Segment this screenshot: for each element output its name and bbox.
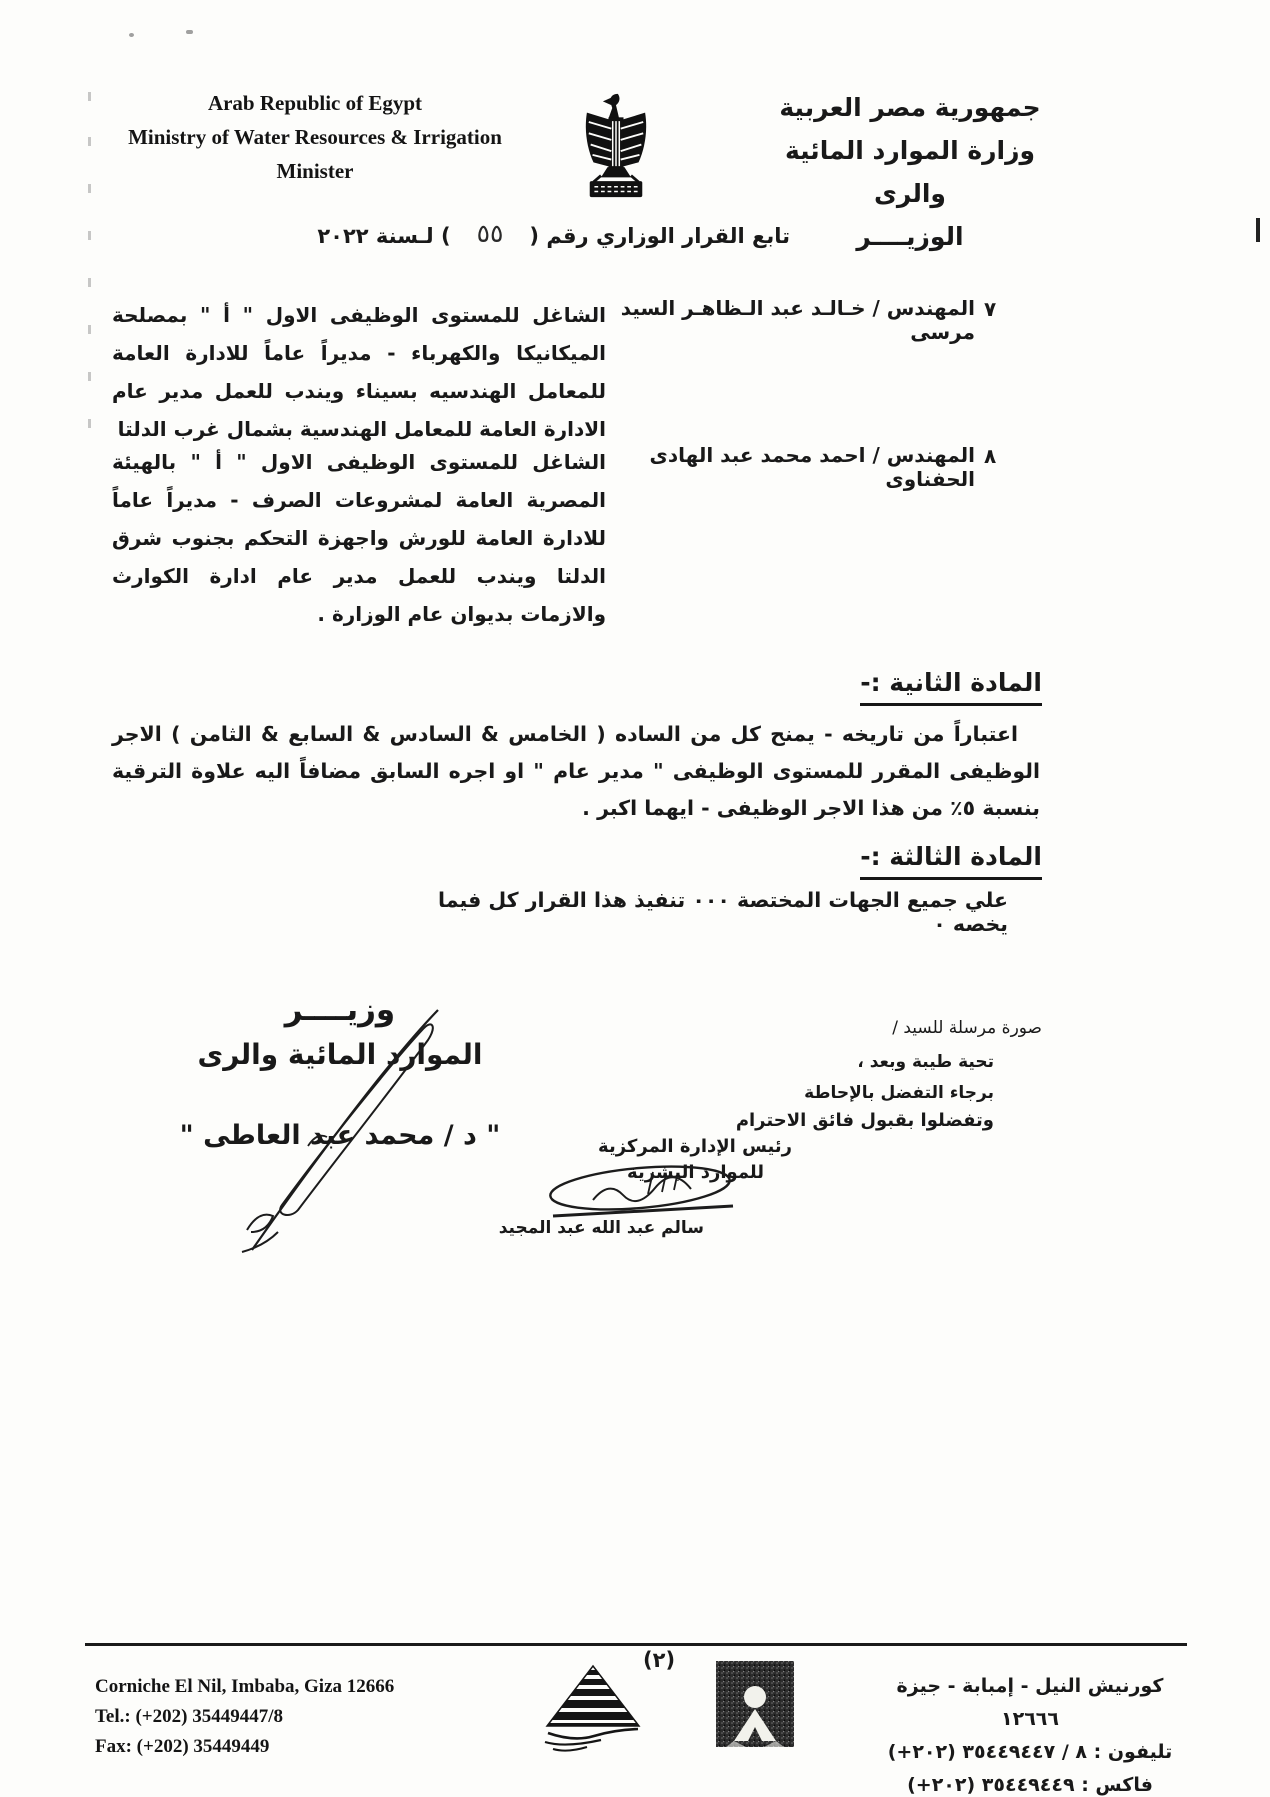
minister-title-line2: الموارد المائية والرى: [197, 1038, 483, 1071]
article-two-heading-wrap: [860, 668, 1042, 706]
article-three-body: علي جميع الجهات المختصة ٠٠٠ تنفيذ هذا القرار كل فيما يخصه ٠: [438, 888, 1008, 936]
scan-speck: [186, 30, 193, 34]
minister-signature-scribble: [212, 998, 472, 1260]
header-arabic-line3: الوزيــــر: [856, 222, 964, 251]
decree-reference-line: [150, 220, 790, 249]
header-english-line1: Arab Republic of Egypt: [207, 91, 423, 115]
scan-edge-mark: [1256, 218, 1260, 242]
ministry-stamp-icon: [716, 1661, 794, 1747]
footer-english-address: [95, 1672, 394, 1762]
cc-signer-name: سالم عبد الله عبد المجيد: [498, 1218, 704, 1238]
header-english: [95, 86, 535, 188]
footer-address-line: Corniche El Nil, Imbaba, Giza 12666: [95, 1676, 395, 1697]
footer-arabic-address-line: كورنيش النيل - إمبابة - جيزة ١٢٦٦٦: [896, 1675, 1164, 1730]
appointment-8-number: ٨: [984, 444, 997, 468]
eagle-of-saladin-icon: [573, 92, 659, 214]
footer-phone-line: Tel.: (+202) 35449447/8: [95, 1706, 283, 1727]
appointment-8-name: المهندس / احمد محمد عبد الهادى الحفناوى: [649, 443, 975, 491]
article-three-heading-wrap: [860, 842, 1042, 880]
article-three-heading: المادة الثالثة :-: [860, 842, 1042, 880]
cc-copy-to: صورة مرسلة للسيد /: [892, 1018, 1042, 1038]
footer-arabic-fax-line: فاكس : ٣٥٤٤٩٤٤٩ (+٢٠٢): [907, 1774, 1153, 1796]
header-arabic-line2: وزارة الموارد المائية والرى: [784, 136, 1036, 208]
cc-closing: وتفضلوا بقبول فائق الاحترام: [735, 1110, 994, 1131]
scan-tick: [88, 92, 91, 101]
footer-arabic-address: [875, 1670, 1185, 1797]
appointment-7-description: الشاغل للمستوى الوظيفى الاول " أ " بمصلحة الميكانيكا والكهرباء - مديراً عاماً للادارة العامة للمعامل الهندسيه بسيناء ويندب للعمل مدير عام الادارة العامة للمعامل الهندسية بشمال غرب الدلتا: [112, 303, 606, 441]
header-arabic: [760, 86, 1060, 258]
article-two-heading: المادة الثانية :-: [860, 668, 1042, 706]
cc-signer-title-line2: للموارد البشرية: [627, 1162, 764, 1183]
decree-text-after: ) لـسنة ٢٠٢٢: [317, 224, 451, 248]
decree-text-before: تابع القرار الوزاري رقم (: [529, 224, 790, 248]
footer-arabic-phone-line: تليفون : ٨ / ٣٥٤٤٩٤٤٧ (+٢٠٢): [887, 1741, 1173, 1763]
ministry-pyramid-logo-icon: [543, 1662, 643, 1757]
decree-handwritten-number: ٥٥: [476, 219, 504, 248]
cc-signer-title-line1: رئيس الإدارة المركزية: [598, 1136, 792, 1157]
footer-divider: [85, 1643, 1187, 1646]
scan-tick: [88, 137, 91, 146]
header-arabic-line1: جمهورية مصر العربية: [779, 93, 1041, 122]
scan-tick: [88, 372, 91, 381]
footer-fax-line: Fax: (+202) 35449449: [95, 1736, 270, 1757]
scan-tick: [88, 231, 91, 240]
appointment-7-number: ٧: [984, 297, 997, 321]
appointment-8-description: الشاغل للمستوى الوظيفى الاول " أ " بالهيئة المصرية العامة لمشروعات الصرف - مديراً عاماً للادارة العامة للورش واجهزة التحكم بجنوب شرق الدلتا ويندب للعمل مدير عام ادارة الكوارث والازمات بديوان عام الوزارة .: [112, 450, 606, 626]
scan-tick: [88, 325, 91, 334]
minister-title-line1: وزيــــر: [284, 992, 396, 1028]
cc-greeting: تحية طيبة وبعد ،: [857, 1052, 994, 1072]
footer-page-number: (٢): [643, 1648, 676, 1672]
cc-request: برجاء التفضل بالإحاطة: [804, 1083, 994, 1103]
article-two-body: اعتباراً من تاريخه - يمنح كل من الساده ( الخامس & السادس & السابع & الثامن ) الاجر الوظيفى المقرر للمستوى الوظيفى " مدير عام " او اجره السابق مضافاً اليه علاوة الترقية بنسبة ٥٪ من هذا الاجر الوظيفى - ايهما اكبر .: [112, 722, 1040, 820]
scan-tick: [88, 278, 91, 287]
appointment-7-name: المهندس / خـالـد عبد الـظاهـر السيد مرسى: [620, 296, 975, 344]
minister-name: " د / محمد عبد العاطى ": [179, 1120, 501, 1151]
scan-speck: [129, 33, 134, 37]
scan-tick: [88, 184, 91, 193]
header-english-line3: Minister: [276, 159, 354, 183]
header-english-line2: Ministry of Water Resources & Irrigation: [128, 125, 502, 149]
scan-tick: [88, 419, 91, 428]
